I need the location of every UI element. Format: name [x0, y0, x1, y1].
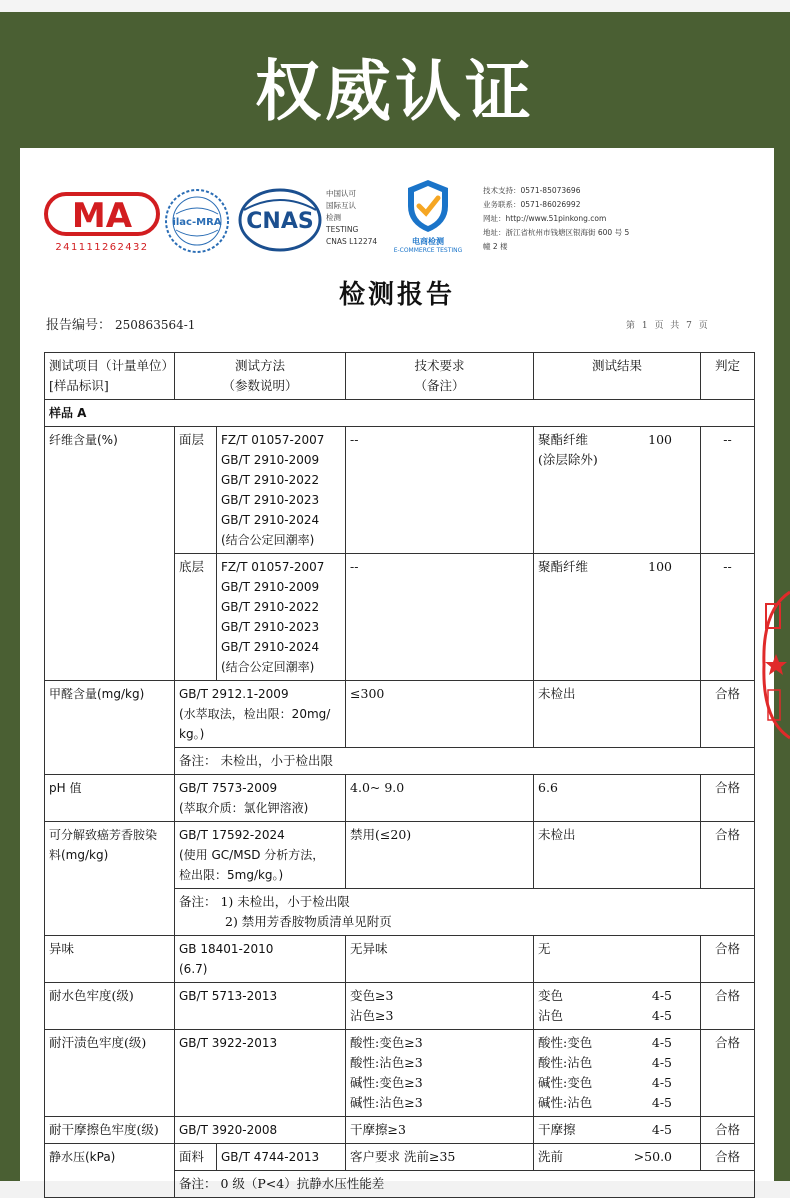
- item-formaldehyde: 甲醛含量(mg/kg): [45, 681, 175, 775]
- ec-cn-text: 电商检测: [412, 237, 444, 246]
- method-sweat: GB/T 3922-2013: [175, 1030, 346, 1117]
- result-sweat: 酸性:变色 4-5 酸性:沾色 4-5 碱性:变色 4-5 碱性:沾色 4-5: [534, 1030, 701, 1117]
- cnas-caption-line: CNAS L12274: [326, 237, 378, 246]
- table-row: [45, 427, 755, 554]
- cnas-caption: [326, 188, 377, 248]
- req-hydro: 客户要求 洗前≥35: [346, 1144, 534, 1171]
- layer-hydro: 面料: [175, 1144, 217, 1171]
- verdict-sweat: 合格: [701, 1030, 755, 1117]
- report-number-label: 报告编号：: [46, 318, 112, 333]
- verdict-amines: 合格: [701, 822, 755, 889]
- result-water: 变色 4-5 沾色 4-5: [534, 983, 701, 1030]
- cma-logo: [50, 188, 154, 253]
- contact-line: 幢 2 楼: [483, 242, 508, 251]
- verdict-odor: 合格: [701, 936, 755, 983]
- cnas-text: CNAS: [246, 209, 314, 234]
- item-sweat: 耐汗渍色牢度(级): [45, 1030, 175, 1117]
- table-row: [45, 1117, 755, 1144]
- logo-row: [20, 148, 774, 268]
- top-strip: [0, 0, 790, 12]
- item-fiber: 纤维含量(%): [45, 427, 175, 681]
- req-fiber-base: --: [346, 554, 534, 681]
- result-fiber-base: 聚酯纤维 100: [534, 554, 701, 681]
- result-odor: 无: [534, 936, 701, 983]
- table-header-row: [45, 353, 755, 400]
- note-hydro: 备注： 0 级（P<4）抗静水压性能差: [175, 1171, 755, 1198]
- header-verdict: 判定: [701, 353, 755, 400]
- ecommerce-testing-logo: [392, 178, 464, 254]
- ilac-mra-logo: [164, 188, 230, 258]
- results-table: [44, 352, 755, 1198]
- method-hydro: GB/T 4744-2013: [217, 1144, 346, 1171]
- item-amines: 可分解致癌芳香胺染 料(mg/kg): [45, 822, 175, 936]
- cnas-caption-line: 检测: [326, 213, 341, 222]
- cnas-caption-line: 国际互认: [326, 201, 356, 210]
- header-method: 测试方法 （参数说明）: [175, 353, 346, 400]
- req-rub: 干摩擦≥3: [346, 1117, 534, 1144]
- result-fiber-face: 聚酯纤维 100 (涂层除外): [534, 427, 701, 554]
- header-requirement: 技术要求 （备注）: [346, 353, 534, 400]
- layer-base: 底层: [175, 554, 217, 681]
- page-indicator: 第 1 页 共 7 页: [626, 321, 710, 331]
- req-fiber-face: --: [346, 427, 534, 554]
- result-amines: 未检出: [534, 822, 701, 889]
- item-water: 耐水色牢度(级): [45, 983, 175, 1030]
- result-ph: 6.6: [534, 775, 701, 822]
- contact-line: 网址：http://www.51pinkong.com: [483, 214, 607, 223]
- shield-check-icon: [404, 178, 452, 234]
- contact-line: 地址：浙江省杭州市钱塘区银海街 600 号 5: [483, 228, 630, 237]
- verdict-water: 合格: [701, 983, 755, 1030]
- contact-line: 业务联系：0571-86026992: [483, 200, 581, 209]
- note-formaldehyde: 备注： 未检出，小于检出限: [175, 748, 755, 775]
- req-sweat: 酸性:变色≥3 酸性:沾色≥3 碱性:变色≥3 碱性:沾色≥3: [346, 1030, 534, 1117]
- method-water: GB/T 5713-2013: [175, 983, 346, 1030]
- req-odor: 无异味: [346, 936, 534, 983]
- report-paper: [20, 148, 774, 1191]
- table-row: [45, 681, 755, 748]
- table-row: [45, 822, 755, 889]
- cma-number: 241111262432: [55, 242, 149, 253]
- method-fiber-face: FZ/T 01057-2007 GB/T 2910-2009 GB/T 2910-2022 GB/T 2910-2023 GB/T 2910-2024 (结合公定回潮率): [217, 427, 346, 554]
- red-stamp-fragment: [760, 590, 790, 740]
- method-fiber-base: FZ/T 01057-2007 GB/T 2910-2009 GB/T 2910-2022 GB/T 2910-2023 GB/T 2910-2024 (结合公定回潮率): [217, 554, 346, 681]
- req-amines: 禁用(≤20): [346, 822, 534, 889]
- table-row: [45, 400, 755, 427]
- banner-title: 权威认证: [255, 53, 535, 130]
- report-number: [46, 314, 195, 333]
- item-rub: 耐干摩擦色牢度(级): [45, 1117, 175, 1144]
- item-hydro: 静水压(kPa): [45, 1144, 175, 1198]
- verdict-rub: 合格: [701, 1117, 755, 1144]
- cnas-logo: [238, 188, 322, 256]
- verdict-ph: 合格: [701, 775, 755, 822]
- header-result: 测试结果: [534, 353, 701, 400]
- result-rub: 干摩擦 4-5: [534, 1117, 701, 1144]
- method-odor: GB 18401-2010 (6.7): [175, 936, 346, 983]
- method-ph: GB/T 7573-2009 (萃取介质：氯化钾溶液): [175, 775, 346, 822]
- sample-label: 样品 A: [45, 400, 755, 427]
- ec-en-text: E-COMMERCE TESTING: [393, 247, 463, 254]
- report-title: 检测报告: [338, 280, 455, 310]
- note-amines: 备注： 1) 未检出，小于检出限 2) 禁用芳香胺物质清单见附页: [175, 889, 755, 936]
- req-water: 变色≥3 沾色≥3: [346, 983, 534, 1030]
- result-formaldehyde: 未检出: [534, 681, 701, 748]
- contact-info: [483, 184, 663, 254]
- result-hydro: 洗前 >50.0: [534, 1144, 701, 1171]
- item-ph: pH 值: [45, 775, 175, 822]
- method-formaldehyde: GB/T 2912.1-2009 (水萃取法，检出限：20mg/ kg。): [175, 681, 346, 748]
- contact-line: 技术支持：0571-85073696: [483, 186, 581, 195]
- header-item: 测试项目（计量单位） [样品标识]: [45, 353, 175, 400]
- ilac-text: ilac-MRA: [172, 217, 222, 228]
- cnas-caption-line: 中国认可: [326, 189, 356, 198]
- table-row: [45, 775, 755, 822]
- req-ph: 4.0~ 9.0: [346, 775, 534, 822]
- item-odor: 异味: [45, 936, 175, 983]
- method-rub: GB/T 3920-2008: [175, 1117, 346, 1144]
- verdict-fiber-base: --: [701, 554, 755, 681]
- req-formaldehyde: ≤300: [346, 681, 534, 748]
- layer-face: 面层: [175, 427, 217, 554]
- table-row: [45, 1144, 755, 1171]
- table-row: [45, 936, 755, 983]
- table-row: [45, 983, 755, 1030]
- table-row: [45, 1030, 755, 1117]
- report-number-value: 250863564-1: [115, 318, 196, 332]
- cma-text: MA: [71, 196, 133, 236]
- method-amines: GB/T 17592-2024 (使用 GC/MSD 分析方法， 检出限：5mg/kg。): [175, 822, 346, 889]
- verdict-formaldehyde: 合格: [701, 681, 755, 748]
- verdict-hydro: 合格: [701, 1144, 755, 1171]
- cnas-caption-line: TESTING: [326, 225, 359, 234]
- verdict-fiber-face: --: [701, 427, 755, 554]
